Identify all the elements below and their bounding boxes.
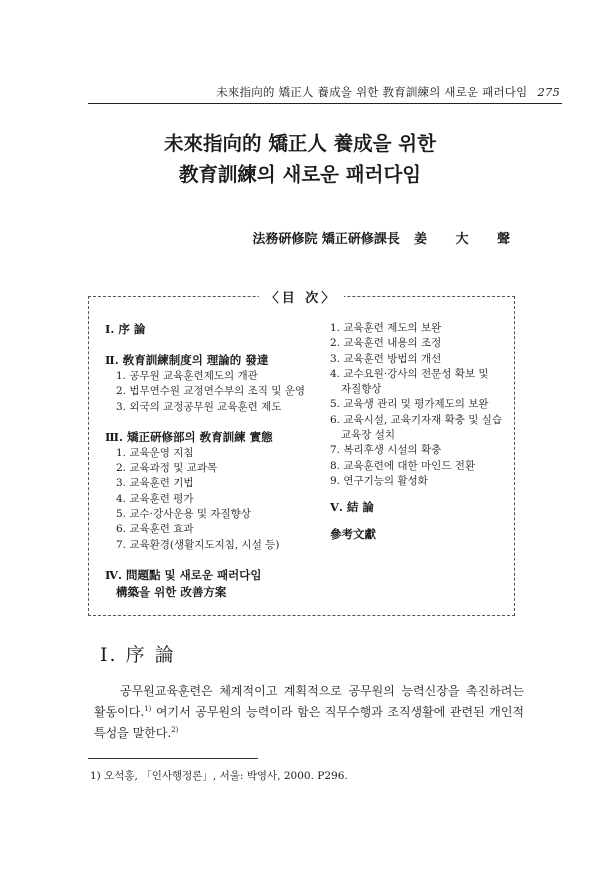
title-line-2: 教育訓練의 새로운 패러다임 [178,163,422,186]
toc-references: 參考文獻 [330,527,376,542]
toc-item: 7. 복리후생 시설의 확충 [330,444,442,457]
toc-item: 4. 교수요원·강사의 전문성 확보 및 [330,367,489,380]
toc-item: 9. 연구기능의 활성화 [330,474,428,487]
toc-item-continued: 자질향상 [341,383,382,396]
author-line [252,228,522,247]
footnote-marker-1[interactable]: 1) [144,705,152,713]
author-name: 姜 大 聲 [413,232,522,247]
toc-section-1: Ⅰ. 序 論 [105,322,146,336]
body-text-1: 공무원교육훈련은 체계적이고 계획적으로 공무원의 능력신장을 촉진하려는 활동이다. [94,684,524,719]
body-text-2: 여기서 공무원의 능력이라 함은 직무수행과 조직생활에 관련된 개인적 특성을 말한다. [94,705,524,740]
toc-section-2: Ⅱ. 敎育訓練制度의 理論的 發達 [105,353,269,367]
header-rule [88,103,562,104]
toc-item-continued: 교육장 설치 [341,429,396,442]
section-heading: Ⅰ. 序 論 [100,644,176,666]
toc-item: 2. 교육훈련 내용의 조정 [330,337,442,350]
toc-item: 5. 교육생 관리 및 평가제도의 보완 [330,398,489,411]
toc-item: 3. 외국의 교정공무원 교육훈련 제도 [116,400,282,413]
footnote: 1) 오석홍, 「인사행정론」, 서울: 박영사, 2000. P296. [90,770,348,782]
footnote-rule [88,758,258,759]
toc-item: 2. 법무연수원 교정연수부의 조직 및 운영 [116,385,305,398]
toc-title: 〈目 次〉 [259,291,345,306]
body-paragraph [94,681,524,744]
toc-section-3: Ⅲ. 矯正硏修部의 敎育訓練 實態 [105,429,273,444]
toc-left-column [105,321,330,601]
toc-section-4: Ⅳ. 問題點 및 새로운 패러다임 [105,567,262,582]
toc-item: 3. 교육훈련 방법의 개선 [330,352,442,365]
toc-item: 2. 교육과정 및 교과목 [116,462,218,475]
running-head [216,84,560,100]
toc-item: 3. 교육훈련 기법 [116,477,194,490]
table-of-contents [88,291,515,616]
toc-item: 7. 교육환경(생활지도지침, 시설 등) [116,538,280,551]
toc-item: 4. 교육훈련 평가 [116,492,194,505]
footnote-marker-2[interactable]: 2) [171,726,179,734]
toc-right-column [330,321,510,543]
toc-item: 5. 교수·강사운용 및 자질향상 [116,508,251,521]
toc-item: 6. 교육시설, 교육기자재 확충 및 실습 [330,413,503,426]
toc-item: 1. 교육훈련 제도의 보완 [330,322,442,334]
running-head-title: 未來指向的 矯正人 養成을 위한 教育訓練의 새로운 패러다임 [216,85,528,99]
paper-title [0,128,600,190]
page-number: 275 [537,85,560,99]
title-line-1: 未來指向的 矯正人 養成을 위한 [164,132,436,155]
toc-item: 1. 교육운영 지침 [116,446,194,459]
toc-item: 8. 교육훈련에 대한 마인드 전환 [330,459,476,472]
toc-item: 6. 교육훈련 효과 [116,523,194,536]
author-affiliation: 法務硏修院 矯正硏修課長 [252,232,400,247]
toc-section-4-continued: 構築을 위한 改善方案 [116,584,227,599]
toc-section-5: Ⅴ. 結 論 [330,500,374,515]
toc-item: 1. 공무원 교육훈련제도의 개관 [116,370,258,382]
